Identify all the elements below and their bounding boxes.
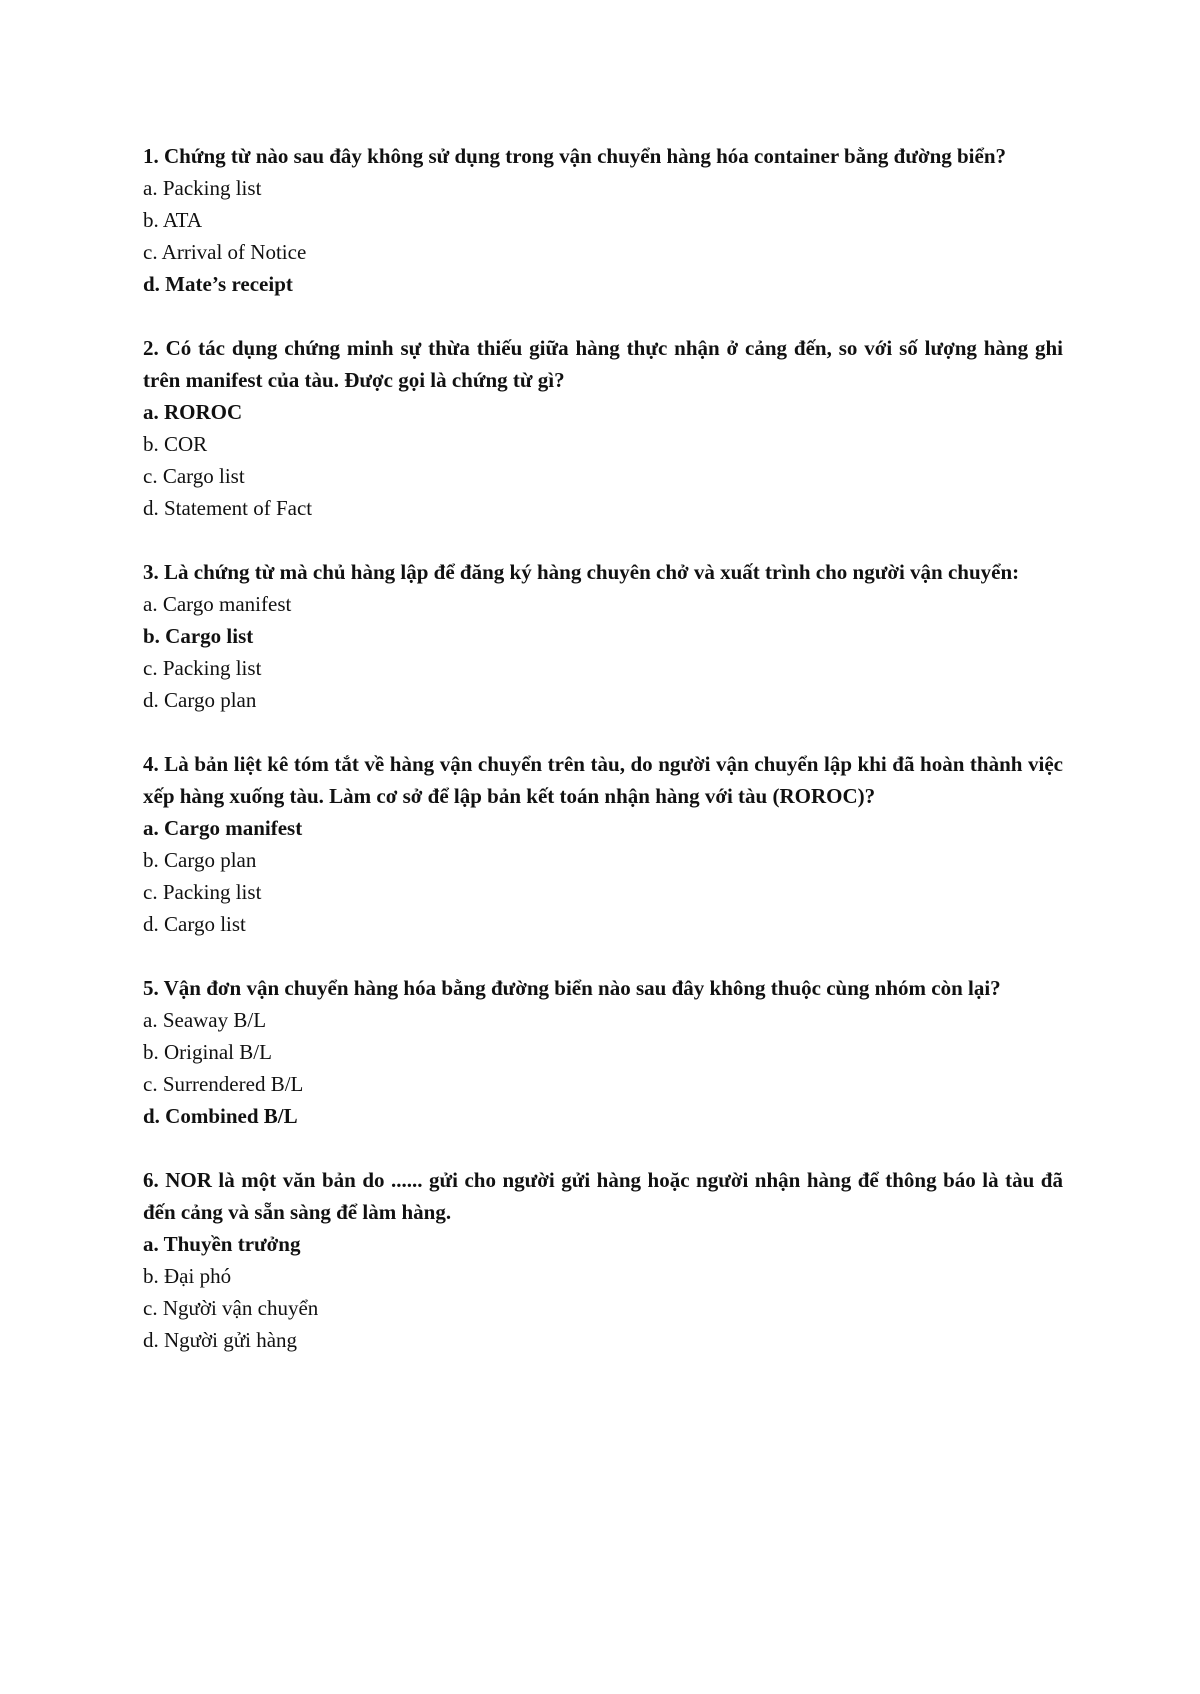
option-a: a. Cargo manifest bbox=[143, 592, 292, 616]
option-c: c. Arrival of Notice bbox=[143, 240, 307, 264]
question-5 bbox=[143, 972, 1063, 1132]
option-c: c. Packing list bbox=[143, 656, 262, 680]
option-b: b. Cargo plan bbox=[143, 848, 257, 872]
option-c: c. Surrendered B/L bbox=[143, 1072, 304, 1096]
option-c: c. Packing list bbox=[143, 880, 262, 904]
option-d: d. Statement of Fact bbox=[143, 496, 313, 520]
option-b: b. ATA bbox=[143, 208, 202, 232]
question-text: 1. Chứng từ nào sau đây không sử dụng trong vận chuyển hàng hóa container bằng đường biển? bbox=[143, 144, 1007, 168]
question-2 bbox=[143, 332, 1063, 524]
option-b: b. Original B/L bbox=[143, 1040, 272, 1064]
option-d: d. Mate’s receipt bbox=[143, 272, 293, 296]
option-a: a. Seaway B/L bbox=[143, 1008, 267, 1032]
option-d: d. Combined B/L bbox=[143, 1104, 298, 1128]
question-6 bbox=[143, 1164, 1063, 1356]
quiz-document bbox=[143, 140, 1063, 1388]
question-text: 3. Là chứng từ mà chủ hàng lập để đăng ký hàng chuyên chở và xuất trình cho người vận chuyển: bbox=[143, 560, 1020, 584]
question-text: 2. Có tác dụng chứng minh sự thừa thiếu giữa hàng thực nhận ở cảng đến, so với số lượng hàng ghi trên manifest của tàu. Được gọi là chứng từ gì? bbox=[143, 336, 1063, 392]
option-b: b. COR bbox=[143, 432, 208, 456]
option-b: b. Đại phó bbox=[143, 1264, 232, 1288]
question-1 bbox=[143, 140, 1063, 300]
question-4 bbox=[143, 748, 1063, 940]
option-a: a. Thuyền trưởng bbox=[143, 1232, 301, 1256]
question-text: 6. NOR là một văn bản do ...... gửi cho người gửi hàng hoặc người nhận hàng để thông báo là tàu đã đến cảng và sẵn sàng để làm hàng. bbox=[143, 1168, 1063, 1224]
question-text: 5. Vận đơn vận chuyển hàng hóa bằng đường biển nào sau đây không thuộc cùng nhóm còn lại? bbox=[143, 976, 1001, 1000]
option-a: a. Cargo manifest bbox=[143, 816, 303, 840]
option-b: b. Cargo list bbox=[143, 624, 254, 648]
option-a: a. Packing list bbox=[143, 176, 262, 200]
option-d: d. Cargo plan bbox=[143, 688, 257, 712]
option-d: d. Cargo list bbox=[143, 912, 246, 936]
question-text: 4. Là bản liệt kê tóm tắt về hàng vận chuyển trên tàu, do người vận chuyển lập khi đã hoàn thành việc xếp hàng xuống tàu. Làm cơ sở để lập bản kết toán nhận hàng với tàu (ROROC)? bbox=[143, 752, 1063, 808]
question-3 bbox=[143, 556, 1063, 716]
option-a: a. ROROC bbox=[143, 400, 243, 424]
option-c: c. Người vận chuyển bbox=[143, 1296, 319, 1320]
option-c: c. Cargo list bbox=[143, 464, 245, 488]
option-d: d. Người gửi hàng bbox=[143, 1328, 298, 1352]
